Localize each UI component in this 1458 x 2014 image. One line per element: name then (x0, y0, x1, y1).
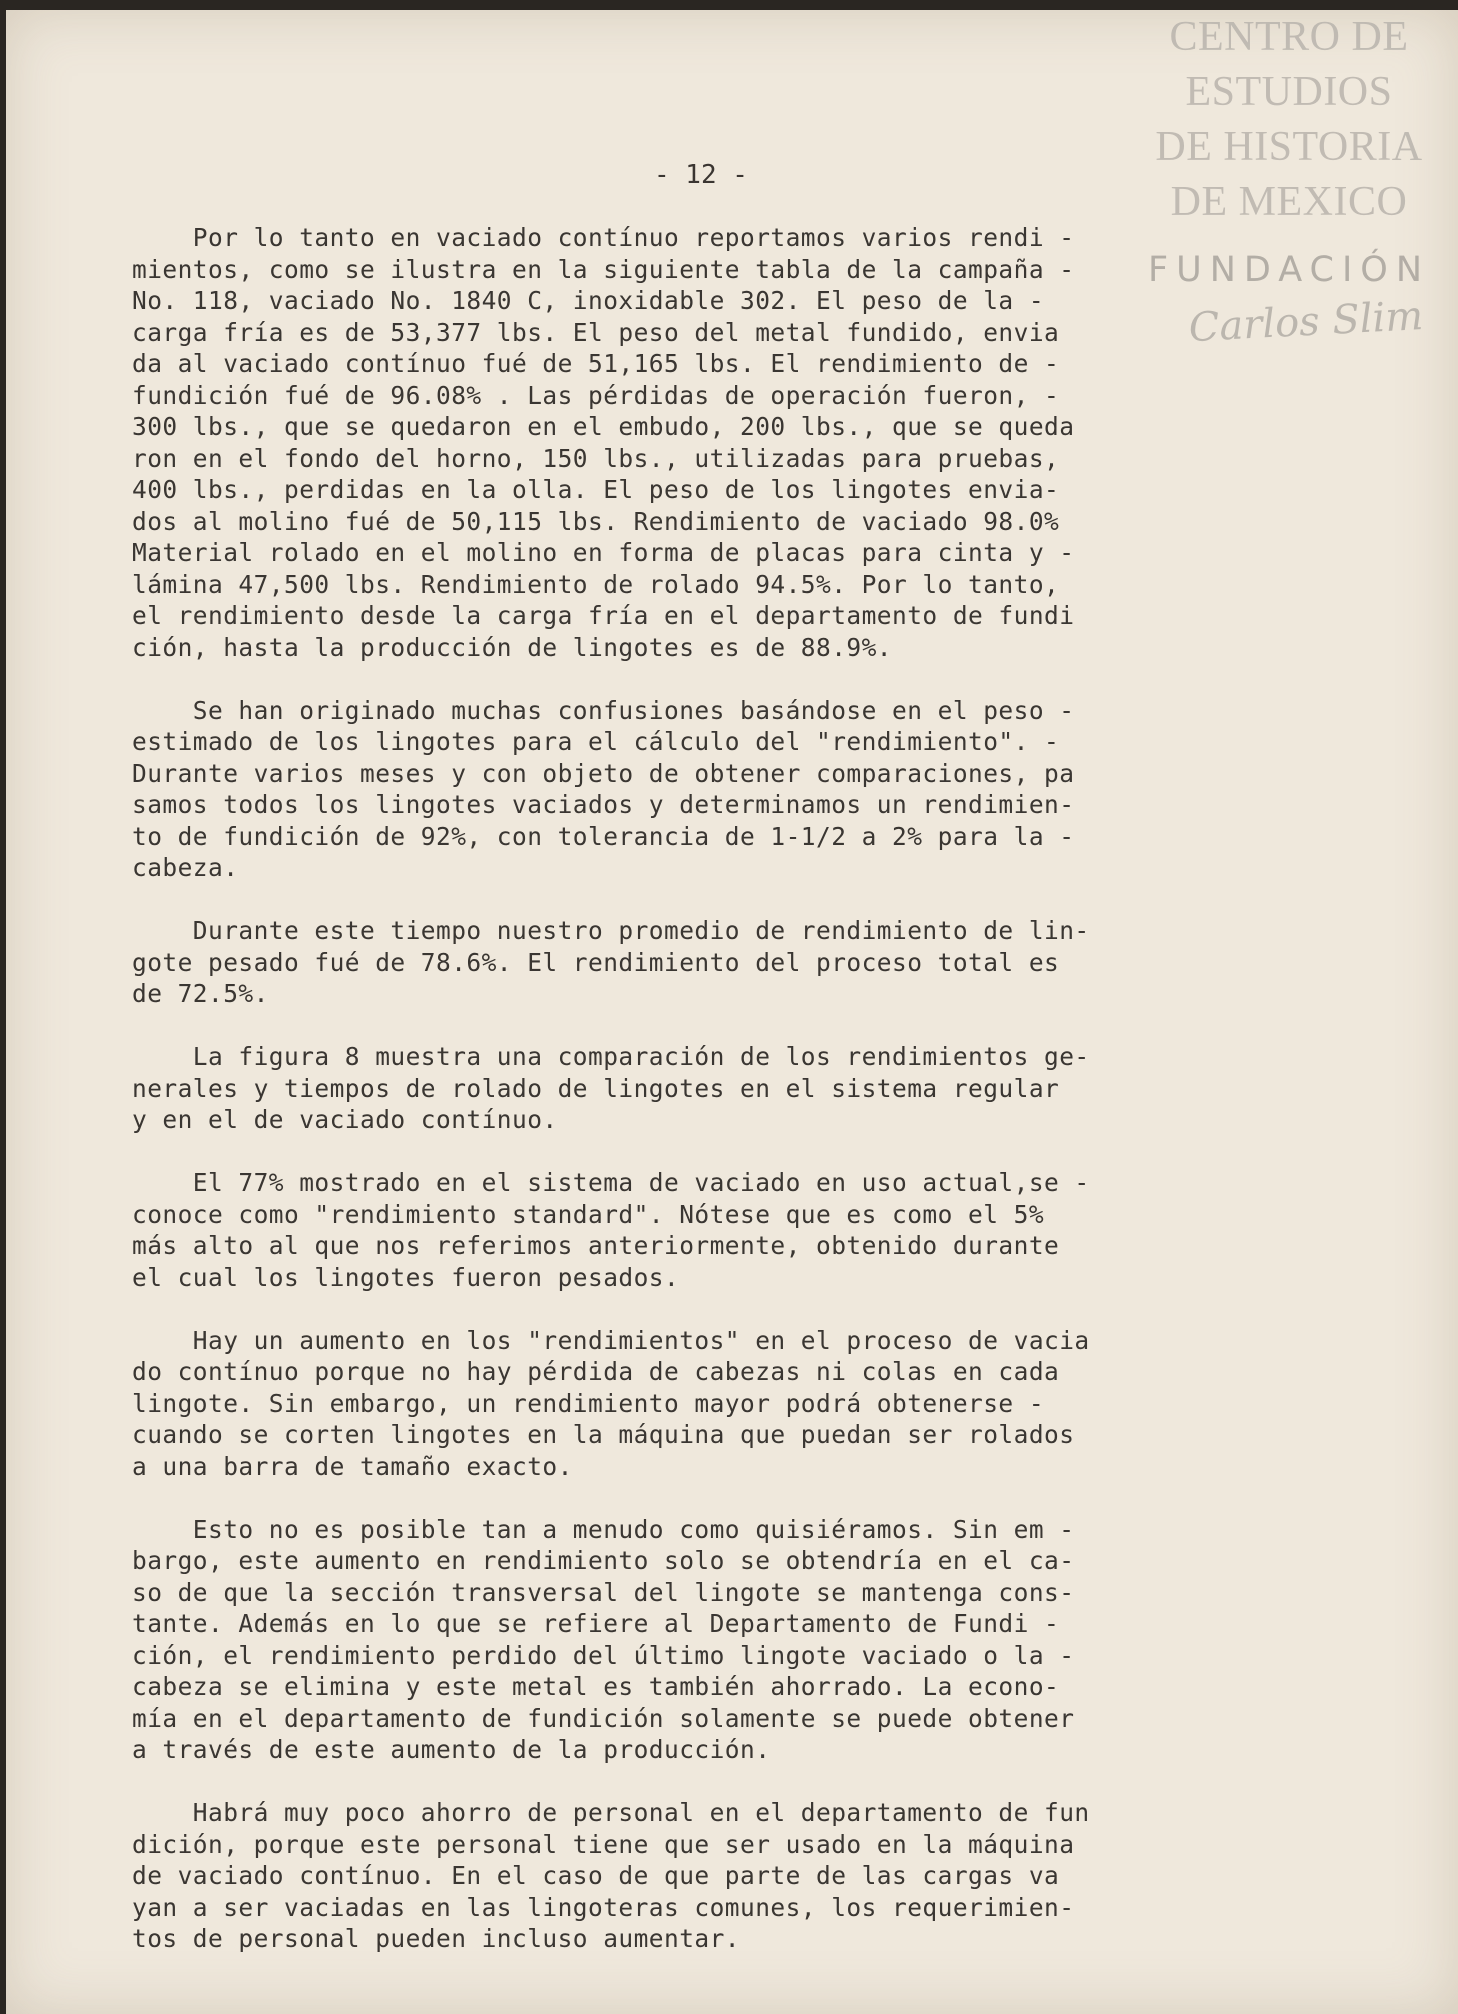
watermark-line: DE MEXICO (1170, 179, 1408, 225)
text-line: bargo, este aumento en rendimiento solo se obtendría en el ca- (132, 1546, 1075, 1575)
text-line: da al vaciado contínuo fué de 51,165 lbs. El rendimiento de - (132, 349, 1060, 378)
text-line: ción, el rendimiento perdido del último lingote vaciado o la - (132, 1640, 1075, 1670)
text-line: gote pesado fué de 78.6%. El rendimiento del proceso total es (132, 947, 1060, 977)
text-line: do contínuo porque no hay pérdida de cabezas ni colas en cada (132, 1357, 1060, 1386)
text-line: dos al molino fué de 50,115 lbs. Rendimiento de vaciado 98.0% (132, 506, 1060, 536)
text-line: carga fría es de 53,377 lbs. El peso del metal fundido, envia (132, 317, 1060, 347)
text-line: samos todos los lingotes vaciados y determinamos un rendimien- (132, 790, 1075, 819)
paragraph (132, 1797, 1312, 1955)
text-line: a una barra de tamaño exacto. (132, 1451, 573, 1481)
text-line: to de fundición de 92%, con tolerancia de 1-1/2 a 2% para la - (132, 821, 1075, 851)
paragraph (132, 1514, 1312, 1766)
text-line: Habrá muy poco ahorro de personal en el departamento de fun (132, 1798, 1090, 1827)
text-line: el rendimiento desde la carga fría en el departamento de fundi (132, 601, 1075, 630)
text-line: cuando se corten lingotes en la máquina que puedan ser rolados (132, 1420, 1075, 1449)
paragraph (132, 695, 1312, 884)
page-number: - 12 - (654, 160, 748, 190)
text-line: Material rolado en el molino en forma de placas para cinta y - (132, 538, 1075, 567)
text-line: Se han originado muchas confusiones basándose en el peso - (132, 695, 1075, 725)
text-line: más alto al que nos referimos anteriormente, obtenido durante (132, 1231, 1060, 1260)
watermark-line: CENTRO DE (1169, 14, 1409, 60)
watermark-foundation: FUNDACIÓN (1147, 250, 1431, 290)
paragraph (132, 222, 1312, 663)
text-line: mientos, como se ilustra en la siguiente tabla de la campaña - (132, 254, 1075, 284)
document-page (6, 10, 1458, 2014)
text-line: el cual los lingotes fueron pesados. (132, 1262, 680, 1292)
text-line: ción, hasta la producción de lingotes es de 88.9%. (132, 632, 893, 662)
text-line: Hay un aumento en los "rendimientos" en el proceso de vacia (132, 1325, 1090, 1355)
paragraph (132, 1325, 1312, 1483)
paragraph (132, 915, 1312, 1010)
text-line: yan a ser vaciadas en las lingoteras comunes, los requerimien- (132, 1892, 1075, 1922)
text-line: lámina 47,500 lbs. Rendimiento de rolado 94.5%. Por lo tanto, (132, 569, 1060, 599)
text-line: conoce como "rendimiento standard". Nótese que es como el 5% (132, 1199, 1045, 1229)
text-line: Esto no es posible tan a menudo como quisiéramos. Sin em - (132, 1514, 1075, 1544)
text-line: dición, porque este personal tiene que ser usado en la máquina (132, 1829, 1075, 1859)
paragraph (132, 1167, 1312, 1293)
text-line: estimado de los lingotes para el cálculo del "rendimiento". - (132, 727, 1060, 756)
text-line: ron en el fondo del horno, 150 lbs., utilizadas para pruebas, (132, 443, 1060, 473)
text-line: tos de personal pueden incluso aumentar. (132, 1924, 741, 1953)
text-line: mía en el departamento de fundición solamente se puede obtener (132, 1703, 1075, 1733)
watermark-line: DE HISTORIA (1155, 124, 1423, 170)
text-line: cabeza se elimina y este metal es también ahorrado. La econo- (132, 1672, 1060, 1701)
paragraph (132, 1041, 1312, 1136)
document-body (132, 222, 1312, 1986)
text-line: de vaciado contínuo. En el caso de que parte de las cargas va (132, 1861, 1060, 1890)
text-line: y en el de vaciado contínuo. (132, 1105, 558, 1134)
text-line: La figura 8 muestra una comparación de los rendimientos ge- (132, 1042, 1090, 1071)
watermark-signature: Carlos Slim (1187, 293, 1425, 352)
text-line: nerales y tiempos de rolado de lingotes en el sistema regular (132, 1073, 1060, 1103)
text-line: 300 lbs., que se quedaron en el embudo, 200 lbs., que se queda (132, 412, 1075, 441)
text-line: Durante varios meses y con objeto de obtener comparaciones, pa (132, 758, 1075, 788)
watermark-line: ESTUDIOS (1185, 69, 1393, 115)
text-line: cabeza. (132, 853, 239, 882)
text-line: 400 lbs., perdidas en la olla. El peso de los lingotes envia- (132, 475, 1060, 504)
text-line: tante. Además en lo que se refiere al Departamento de Fundi - (132, 1609, 1060, 1638)
text-line: so de que la sección transversal del lingote se mantenga cons- (132, 1577, 1075, 1607)
text-line: El 77% mostrado en el sistema de vaciado en uso actual,se - (132, 1168, 1090, 1197)
text-line: a través de este aumento de la producción. (132, 1735, 771, 1764)
text-line: Por lo tanto en vaciado contínuo reportamos varios rendi - (132, 223, 1075, 252)
text-line: fundición fué de 96.08% . Las pérdidas de operación fueron, - (132, 380, 1060, 410)
text-line: Durante este tiempo nuestro promedio de rendimiento de lin- (132, 916, 1090, 945)
text-line: lingote. Sin embargo, un rendimiento mayor podrá obtenerse - (132, 1388, 1045, 1418)
text-line: de 72.5%. (132, 979, 269, 1008)
text-line: No. 118, vaciado No. 1840 C, inoxidable 302. El peso de la - (132, 286, 1045, 315)
